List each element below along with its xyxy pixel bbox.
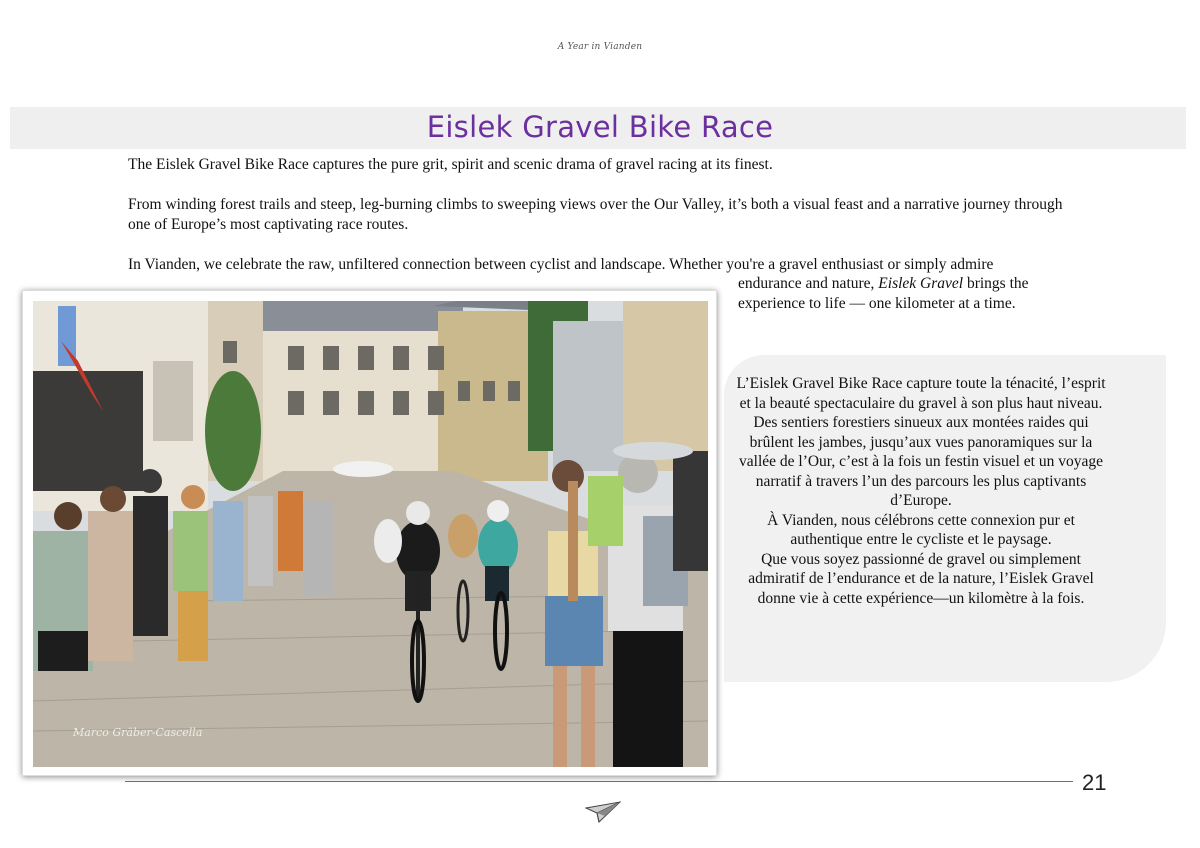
page-number: 21 — [1082, 770, 1107, 795]
route-paragraph: From winding forest trails and steep, leg-burning climbs to sweeping views over the Our Valley, it’s both a visual feast and a narrative journey through one of Europe’s most captivating race routes. — [128, 196, 1063, 233]
french-line-3: À Vianden, nous célébrons cette connexion pur et authentique entre le cycliste et le paysage. — [767, 511, 1075, 548]
intro-paragraph: The Eislek Gravel Bike Race captures the pure grit, spirit and scenic drama of gravel racing at its finest. — [128, 156, 773, 173]
french-line-1: L’Eislek Gravel Bike Race capture toute la ténacité, l’esprit et la beauté spectaculaire du gravel à son plus haut niveau. — [736, 375, 1106, 412]
running-header: A Year in Vianden — [557, 42, 643, 52]
vianden-text-b: brings the experience to life — one kilometer at a time. — [738, 275, 1029, 312]
footer-rule — [125, 781, 1073, 782]
french-line-2: Des sentiers forestiers sinueux aux montées raides qui brûlent les jambes, jusqu’aux vues panoramiques sur la vallée de l’Our, c’est à la fois un festin visuel et un voyage narratif à travers l’un des parcours les plus captivants d’Europe. — [739, 414, 1103, 509]
photo-frame — [22, 290, 717, 776]
page-title: Eislek Gravel Bike Race — [426, 110, 774, 144]
french-text — [734, 374, 1108, 608]
vianden-text-a: endurance and nature, — [738, 275, 879, 292]
vianden-paragraph-rest — [738, 274, 1098, 314]
photo-watermark: Marco Gräber-Cascella — [73, 726, 203, 739]
french-line-4: Que vous soyez passionné de gravel ou simplement admiratif de l’endurance et de la nature, l’Eislek Gravel donne vie à cette expérience—un kilomètre à la fois. — [748, 550, 1094, 607]
vianden-paragraph-line1: In Vianden, we celebrate the raw, unfiltered connection between cyclist and landscape. Whether you're a gravel enthusiast or simply admire — [128, 256, 994, 273]
eislek-gravel-emphasis: Eislek Gravel — [878, 275, 964, 292]
paper-plane-icon — [585, 800, 621, 824]
race-photo-illustration — [33, 301, 708, 767]
race-photo — [33, 301, 708, 767]
